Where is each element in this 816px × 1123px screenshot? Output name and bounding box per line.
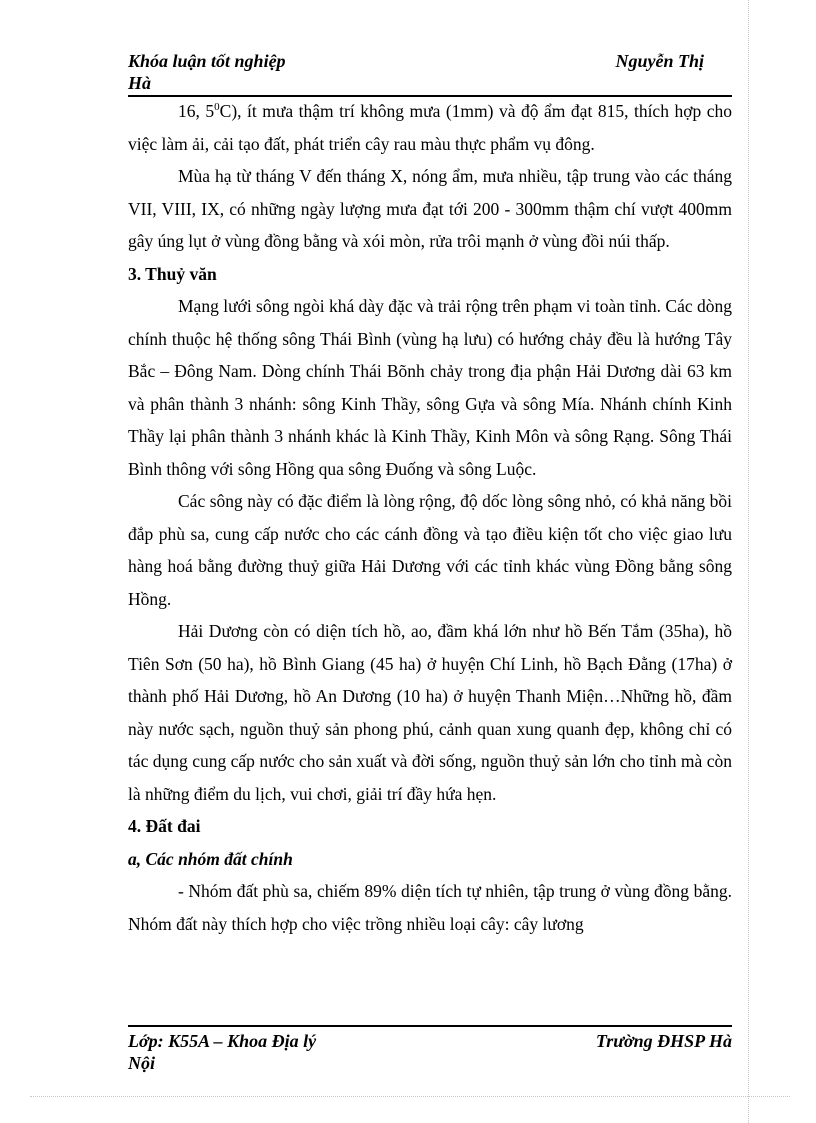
- header-thesis-title: Khóa luận tốt nghiệp: [128, 51, 286, 71]
- margin-guide-horizontal: [30, 1096, 790, 1097]
- subsection-heading-soil-groups: a, Các nhóm đất chính: [128, 848, 293, 869]
- paragraph-river-features: Các sông này có đặc điểm là lòng rộng, độ dốc lòng sông nhỏ, có khả năng bồi đắp phù sa, cung cấp nước cho các cánh đồng và tạo điều kiện tốt cho việc giao lưu hàng hoá bằng đường thuỷ giữa Hải Dương với các tỉnh khác vùng Đồng bằng sông Hồng.: [128, 491, 732, 609]
- paragraph-lakes: Hải Dương còn có diện tích hồ, ao, đầm khá lớn như hồ Bến Tắm (35ha), hồ Tiên Sơn (50 ha), hồ Bình Giang (45 ha) ở huyện Chí Linh, hồ Bạch Đằng (17ha) ở thành phố Hải Dương, hồ An Dương (10 ha) ở huyện Thanh Miện…Những hồ, đầm này nước sạch, nguồn thuỷ sản phong phú, cảnh quan xung quanh đẹp, không chỉ có tác dụng cung cấp nước cho sản xuất và đời sống, nguồn thuỷ sản lớn cho tỉnh mà còn là những điểm du lịch, vui chơi, giải trí đầy hứa hẹn.: [128, 621, 732, 804]
- paragraph-summer-climate: Mùa hạ từ tháng V đến tháng X, nóng ẩm, mưa nhiều, tập trung vào các tháng VII, VIII, IX, có những ngày lượng mưa đạt tới 200 - 300mm thậm chí vượt 400mm gây úng lụt ở vùng đồng bằng và xói mòn, rửa trôi mạnh ở vùng đồi núi thấp.: [128, 166, 732, 251]
- margin-guide-vertical: [748, 0, 749, 1123]
- paragraph-river-network: Mạng lưới sông ngòi khá dày đặc và trải rộng trên phạm vi toàn tỉnh. Các dòng chính thuộc hệ thống sông Thái Bình (vùng hạ lưu) có hướng chảy đều là hướng Tây Bắc – Đông Nam. Dòng chính Thái Bõnh chảy trong địa phận Hải Dương dài 63 km và phân thành 3 nhánh: sông Kinh Thầy, sông Gựa và sông Mía. Nhánh chính Kinh Thầy lại phân thành 3 nhánh khác là Kinh Thầy, Kinh Môn và sông Rạng. Sông Thái Bình thông với sông Hồng qua sông Đuống và sông Luộc.: [128, 296, 732, 479]
- footer-class-info: Lớp: K55A – Khoa Địa lý: [128, 1031, 317, 1051]
- degree-superscript: 0: [214, 101, 220, 114]
- document-body: [128, 95, 732, 940]
- section-heading-hydrology: 3. Thuỷ văn: [128, 263, 217, 284]
- header-author-name-wrap: Hà: [128, 73, 152, 93]
- header-author-name: Nguyễn Thị: [615, 51, 704, 71]
- footer-rule: [128, 1025, 732, 1027]
- footer-university: Trường ĐHSP Hà: [595, 1031, 732, 1051]
- section-heading-soil: 4. Đất đai: [128, 816, 201, 836]
- footer-university-wrap: Nội: [128, 1053, 155, 1073]
- page-footer: [128, 1030, 732, 1074]
- paragraph-alluvial-soil: - Nhóm đất phù sa, chiếm 89% diện tích tự nhiên, tập trung ở vùng đồng bằng. Nhóm đất này thích hợp cho việc trồng nhiều loại cây: cây lương: [128, 881, 732, 934]
- page-header: [128, 50, 732, 94]
- paragraph-winter-climate: 16, $5^0C$), ít mưa thậm trí không mưa (1mm) và độ ẩm đạt 815, thích hợp cho việc làm ải, cải tạo đất, phát triển cây rau màu thực phẩm vụ đông.: [128, 101, 732, 154]
